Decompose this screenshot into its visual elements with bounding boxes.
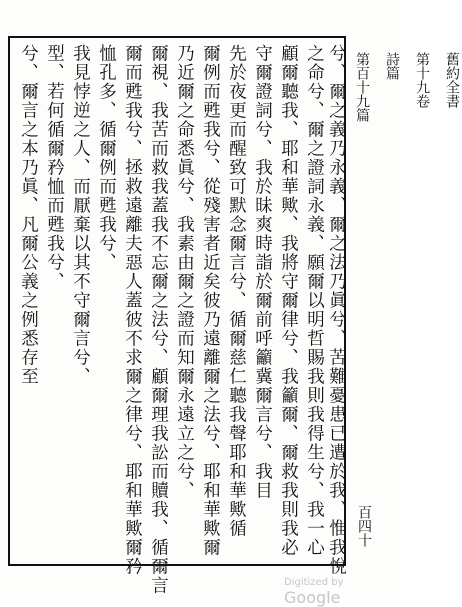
book-title: 舊約全書 xyxy=(444,52,460,108)
chapter-label: 第百十九篇 xyxy=(354,52,370,122)
section-label: 詩篇 xyxy=(384,52,400,80)
volume-label: 第十九卷 xyxy=(414,52,430,108)
text-column: 型、若何循爾矜恤而甦我兮、 xyxy=(44,44,65,291)
text-column: 我見悖逆之人、而厭棄以其不守爾言兮、 xyxy=(70,44,91,386)
text-column: 守爾證詞兮、我於昧爽時詣於爾前呼籲冀爾言兮、我目 xyxy=(252,44,273,500)
text-column: 先於夜更而醒致可默念爾言兮、循爾慈仁聽我聲耶和華歟循 xyxy=(226,44,247,538)
text-column: 顧爾聽我、耶和華歟、我將守爾律兮、我籲爾、爾救我則我必 xyxy=(278,44,299,557)
watermark-brand: Google xyxy=(284,588,341,607)
text-column: 兮、爾之義乃永義、爾之法乃眞兮、苦難憂患已遭於我、惟我悅 xyxy=(326,44,347,576)
text-column: 爾而甦我兮、拯救遠離夫惡人蓋彼不求爾之律兮、耶和華歟爾矜 xyxy=(122,44,143,576)
text-column: 乃近爾之命悉眞兮、我素由爾之證而知爾永遠立之兮、 xyxy=(174,44,195,500)
page-number: 百四十 xyxy=(356,505,372,547)
text-column: 恤孔多、循爾例而甦我兮、 xyxy=(96,44,117,272)
scan-watermark xyxy=(284,577,400,607)
text-column: 爾例而甦我兮、從殘害者近矣彼乃遠離爾之法兮、耶和華歟爾 xyxy=(200,44,221,557)
text-column: 爾視、我苦而救我蓋我不忘爾之法兮、顧爾理我訟而贖我、循爾言 xyxy=(148,44,169,595)
text-column: 兮、爾言之本乃眞、凡爾公義之例悉存至 xyxy=(18,44,39,386)
margin-header xyxy=(352,52,462,122)
watermark-prefix: Digitized by xyxy=(284,577,344,588)
text-column: 之命兮、爾之證詞永義、願爾以明哲賜我則我得生兮、我一心 xyxy=(304,44,325,557)
